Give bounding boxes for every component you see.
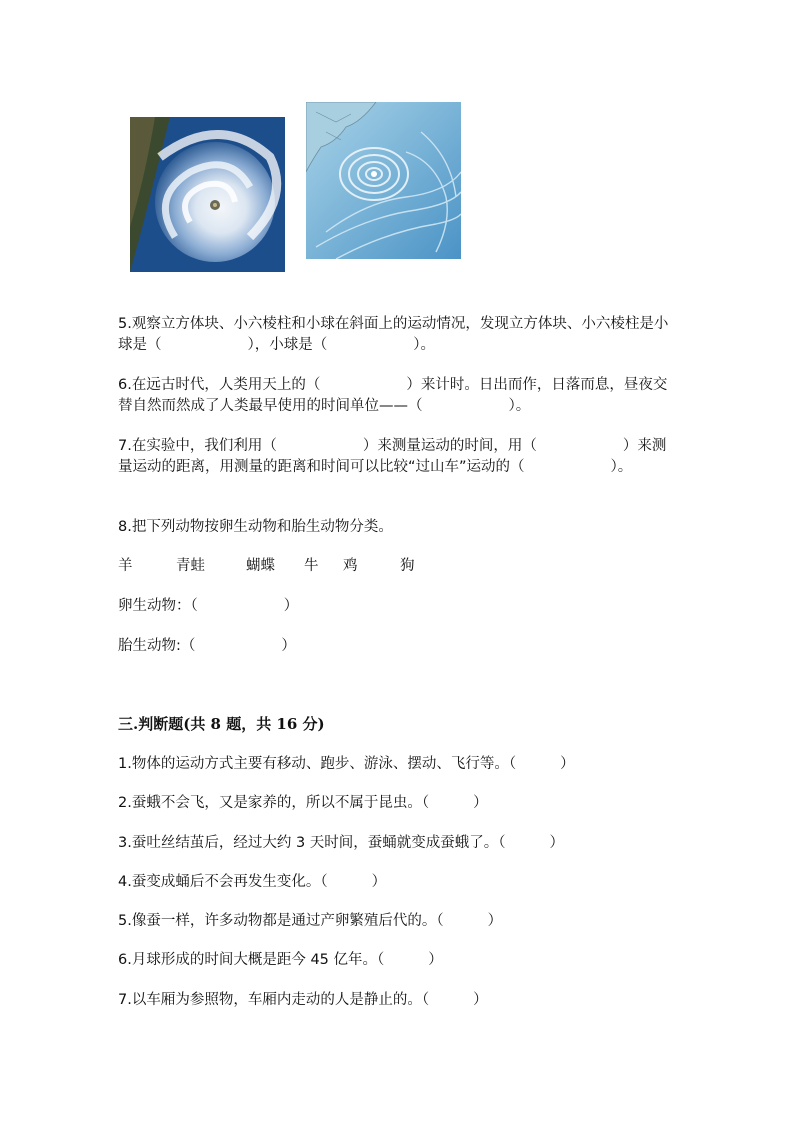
animal-item: 蝴蝶: [246, 558, 275, 574]
section-title: 三.判断题(共 8 题，共 16 分): [118, 715, 325, 733]
judge-item-1: 1.物体的运动方式主要有移动、跑步、游泳、摆动、飞行等。（ ）: [118, 756, 575, 772]
judge-item-2: 2.蚕蛾不会飞，又是家养的，所以不属于昆虫。（ ）: [118, 795, 488, 811]
animal-item: 狗: [400, 558, 415, 574]
animal-item: 牛: [304, 558, 319, 574]
viviparous-row: 胎生动物:（ ）: [118, 638, 296, 654]
judge-item-3: 3.蚕吐丝结茧后，经过大约 3 天时间，蚕蛹就变成蚕蛾了。（ ）: [118, 835, 565, 851]
typhoon-weather-map-image: [306, 102, 461, 259]
animal-item: 青蛙: [176, 558, 205, 574]
question-7: 7.在实验中，我们利用（ ）来测量运动的时间，用（ ）来测量运动的距离，用测量的距离和时间可以比较“过山车”运动的（ ）。: [118, 438, 667, 475]
question-6: 6.在远古时代，人类用天上的（ ）来计时。日出而作，日落而息，昼夜交替自然而然成了人类最早使用的时间单位——（ ）。: [118, 377, 668, 414]
question-8: 8.把下列动物按卵生动物和胎生动物分类。: [118, 519, 393, 535]
judge-item-5: 5.像蚕一样，许多动物都是通过产卵繁殖后代的。（ ）: [118, 913, 503, 929]
judge-item-6: 6.月球形成的时间大概是距今 45 亿年。（ ）: [118, 952, 443, 968]
question-5: 5.观察立方体块、小六棱柱和小球在斜面上的运动情况，发现立方体块、小六棱柱是小球是（ ），小球是（ ）。: [118, 316, 669, 353]
judge-item-7: 7.以车厢为参照物，车厢内走动的人是静止的。（ ）: [118, 992, 488, 1008]
judge-item-4: 4.蚕变成蛹后不会再发生变化。（ ）: [118, 874, 387, 890]
animal-item: 羊: [118, 558, 133, 574]
typhoon-satellite-image: [130, 117, 285, 272]
animal-item: 鸡: [343, 558, 358, 574]
oviparous-row: 卵生动物：（ ）: [118, 598, 299, 614]
